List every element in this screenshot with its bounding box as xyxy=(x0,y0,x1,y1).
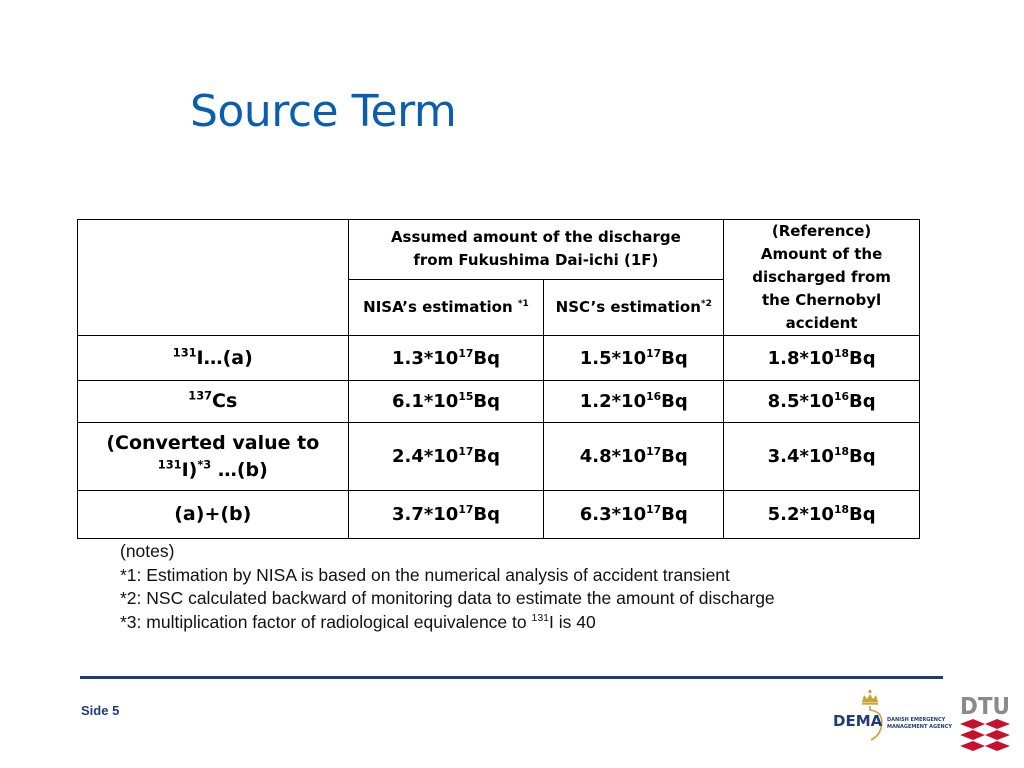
header-nsc-estimation: NSC’s estimation$^{*2}$ xyxy=(544,279,724,335)
row-label-converted: (Converted value to $^{131}$I)$^{*3}$ …(b) xyxy=(78,423,349,491)
header-reference-tag: (Reference) xyxy=(771,222,872,240)
dtu-waves-icon xyxy=(960,719,1010,751)
note-2: *2: NSC calculated backward of monitoring data to estimate the amount of discharge xyxy=(120,588,775,608)
cell-chernobyl-converted: $3.4*10^{18}Bq$ xyxy=(724,423,920,491)
dema-subtitle-1: DANISH EMERGENCY xyxy=(887,717,946,723)
header-fukushima-group: Assumed amount of the discharge from Fukushima Dai-ichi (1F) xyxy=(348,220,724,280)
notes-block xyxy=(120,540,775,634)
table-row xyxy=(78,491,920,539)
table-row xyxy=(78,423,920,491)
cell-nisa-i131: $1.3*10^{17}Bq$ xyxy=(348,336,544,381)
row-label-sum: (a)+(b) xyxy=(78,491,349,539)
cell-nsc-sum: $6.3*10^{17}Bq$ xyxy=(544,491,724,539)
cell-nsc-cs137: $1.2*10^{16}Bq$ xyxy=(544,381,724,423)
cell-chernobyl-i131: $1.8*10^{18}Bq$ xyxy=(724,336,920,381)
header-chernobyl-reference xyxy=(724,220,920,336)
header-nisa-estimation: NISA’s estimation $^{*1}$ xyxy=(348,279,544,335)
cell-nsc-converted: $4.8*10^{17}Bq$ xyxy=(544,423,724,491)
note-1: *1: Estimation by NISA is based on the numerical analysis of accident transient xyxy=(120,564,730,585)
dema-wordmark: DEMA xyxy=(833,712,883,730)
row-label-cs137: $^{137}$Cs xyxy=(78,381,349,423)
table-row xyxy=(78,336,920,381)
crown-icon xyxy=(862,690,878,705)
dtu-wordmark: DTU xyxy=(960,694,1010,720)
slide-title: Source Term xyxy=(190,86,457,137)
cell-chernobyl-cs137: $8.5*10^{16}Bq$ xyxy=(724,381,920,423)
cell-nisa-converted: $2.4*10^{17}Bq$ xyxy=(348,423,544,491)
table-row xyxy=(78,381,920,423)
cell-nsc-i131: $1.5*10^{17}Bq$ xyxy=(544,336,724,381)
cell-nisa-cs137: $6.1*10^{15}Bq$ xyxy=(348,381,544,423)
header-reference-desc: Amount of the discharged from the Chernobyl accident xyxy=(752,245,891,332)
row-label-i131: $^{131}$I…(a) xyxy=(78,336,349,381)
dema-subtitle-2: MANAGEMENT AGENCY xyxy=(887,724,953,730)
table-corner-cell xyxy=(78,220,349,336)
dema-logo xyxy=(833,688,953,742)
slide-number: Side 5 xyxy=(81,703,120,718)
dtu-logo xyxy=(958,690,1012,756)
notes-heading: (notes) xyxy=(120,541,175,561)
cell-chernobyl-sum: $5.2*10^{18}Bq$ xyxy=(724,491,920,539)
note-3: *3: multiplication factor of radiological equivalence to $^{131}$I is 40 xyxy=(120,611,596,632)
source-term-table xyxy=(77,219,920,539)
cell-nisa-sum: $3.7*10^{17}Bq$ xyxy=(348,491,544,539)
footer-divider xyxy=(80,676,943,679)
